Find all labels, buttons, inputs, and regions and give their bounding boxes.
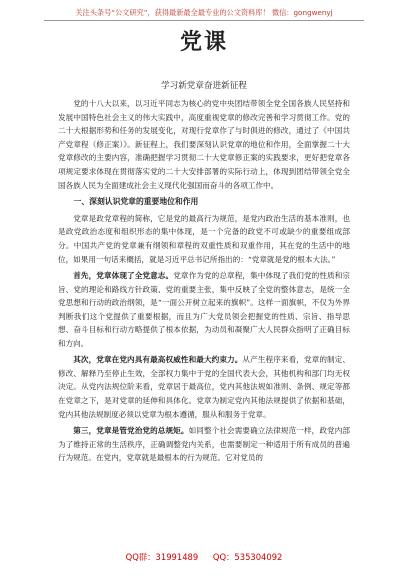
point-3-lead: 第三，党章是管党治党的总规矩。 — [73, 426, 189, 436]
document-title: 党课 — [179, 29, 228, 55]
point-3-body: 如同整个社会需要确立法律规范一样，政党内部为了维持正常的生活秩序，正确调整党内关系，也需要制定一种适用于所有成员的普遍行为规范。在党内，党章就是最根本的行为规范。它对党员的 — [58, 426, 350, 463]
point-3-paragraph — [58, 424, 350, 465]
point-1-paragraph — [58, 269, 350, 351]
point-1-lead: 首先，党章体现了全党意志。 — [73, 270, 174, 280]
section-heading: 一、深刻认识党章的重要地位和作用 — [73, 197, 199, 207]
point-2-paragraph — [58, 353, 350, 421]
point-1-body: 党章作为党的总章程，集中体现了我们党的性质和宗旨、党的理论和路线方针政策、党的重要主张，集中反映了全党的整体意志，是统一全党思想和行动的政治纲领，是“一面公开树立起来的旗帜”。这样一面旗帜，不仅为外界判断我们这个党提供了重要根据，而且为广大党员领会把握党的性质、宗旨、指导思想、奋斗目标和行动方略提供了根本依据，为动员和凝聚广大人民群众指明了正确目标和方向。 — [58, 270, 350, 348]
point-2-body: 从产生程序来看，党章的制定、修改、解释乃至停止生效，全部权力集中于党的全国代表大会，其他机构和部门均无权决定。从党内法规位阶来看，党章居于最高位，党内其他法规如准则、条例、规定等都在党章之下，是对党章的延伸和具体化。党章为制定党内其他法规提供了依据和基础，党内其他法规制度必须以党章为根本遵循，服从和服务于党章。 — [58, 355, 350, 419]
footer-qq-group: QQ群：31991489 — [125, 552, 199, 562]
footer-qq: QQ：535304092 — [212, 552, 283, 562]
point-2-lead: 其次，党章在党内具有最高权威性和最大约束力。 — [73, 355, 243, 365]
footer-contact — [0, 550, 408, 564]
document-subtitle: 学习新党章奋进新征程 — [161, 81, 247, 91]
section-intro-paragraph: 党章是政党章程的简称，它是党的最高行为规范，是党内政治生活的基本准则，也是政党政治态度和组织形态的集中体现，是一个完备的政党不可或缺少的重要组成部分。中国共产党的党章兼有纲领和章程的双重性质和双重作用，其在党的生活中的地位，如果用一句话来概括，就是习近平总书记所指出的：“党章就是党的根本大法。” — [58, 213, 350, 264]
intro-paragraph: 党的十八大以来，以习近平同志为核心的党中央团结带领全党全国各族人民坚持和发展中国特色社会主义的伟大实践中，高度重视党章的修改完善和学习贯彻工作。党的二十大根据形势和任务的发展变化，对现行党章作了与时俱进的修改，通过了《中国共产党章程（修正案）》。新征程上，我们要深刻认识党章的地位和作用，全面掌握二十大党章修改的主要内容，准确把握学习贯彻二十大党章修正案的实践要求，更好把党章各项规定要求体现在贯彻落实党的二十大安排部署的实际行动上，体现到团结带领全党全国各族人民为全面建成社会主义现代化强国而奋斗的各项工作中。 — [58, 99, 350, 190]
document-body — [58, 97, 350, 545]
header-banner: 关注头条号“公文研究”，获得最新最全最专业的公文资料库！ 微信：gongwenyj — [44, 6, 364, 21]
